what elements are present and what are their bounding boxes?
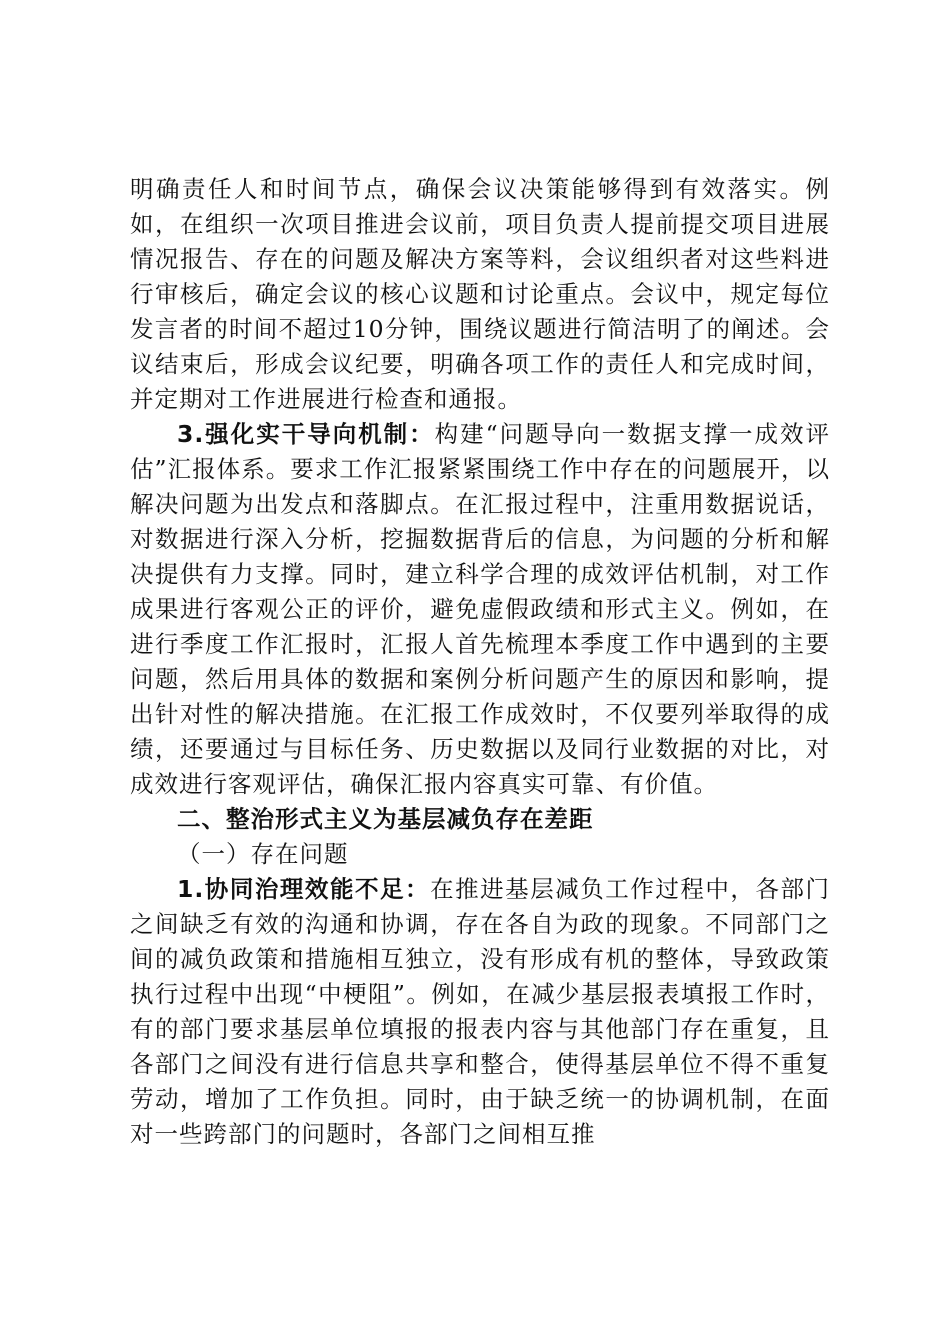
paragraph-item-1	[130, 872, 830, 1152]
item-3-lead: 3.强化实干导向机制：	[177, 420, 435, 448]
paragraph-item-3	[130, 417, 830, 802]
paragraph-continuation	[130, 172, 830, 417]
subsection-1-heading: （一）存在问题	[177, 840, 349, 868]
item-1-lead: 1.协同治理效能不足：	[177, 875, 431, 903]
section-2-heading: 二、整治形式主义为基层减负存在差距	[177, 805, 594, 833]
paragraph-continuation-text: 明确责任人和时间节点，确保会议决策能够得到有效落实。例如，在组织一次项目推进会议前，项目负责人提前提交项目进展情况报告、存在的问题及解决方案等料，会议组织者对这些料进行审核后，确定会议的核心议题和讨论重点。会议中，规定每位发言者的时间不超过10分钟，围绕议题进行简洁明了的阐述。会议结束后，形成会议纪要，明确各项工作的责任人和完成时间，并定期对工作进展进行检查和通报。	[130, 175, 830, 413]
item-3-body: 构建“问题导向一数据支撑一成效评估”汇报体系。要求工作汇报紧紧围绕工作中存在的问题展开，以解决问题为出发点和落脚点。在汇报过程中，注重用数据说话，对数据进行深入分析，挖掘数据背后的信息，为问题的分析和解决提供有力支撑。同时，建立科学合理的成效评估机制，对工作成果进行客观公正的评价，避免虚假政绩和形式主义。例如，在进行季度工作汇报时，汇报人首先梳理本季度工作中遇到的主要问题，然后用具体的数据和案例分析问题产生的原因和影响，提出针对性的解决措施。在汇报工作成效时，不仅要列举取得的成绩，还要通过与目标任务、历史数据以及同行业数据的对比，对成效进行客观评估，确保汇报内容真实可靠、有价值。	[130, 420, 831, 798]
item-1-body: 在推进基层减负工作过程中，各部门之间缺乏有效的沟通和协调，存在各自为政的现象。不同部门之间的减负政策和措施相互独立，没有形成有机的整体，导致政策执行过程中出现“中梗阻”。例如，在减少基层报表填报工作时，有的部门要求基层单位填报的报表内容与其他部门存在重复，且各部门之间没有进行信息共享和整合，使得基层单位不得不重复劳动，增加了工作负担。同时，由于缺乏统一的协调机制，在面对一些跨部门的问题时，各部门之间相互推	[130, 875, 831, 1148]
document-body	[130, 172, 830, 1152]
